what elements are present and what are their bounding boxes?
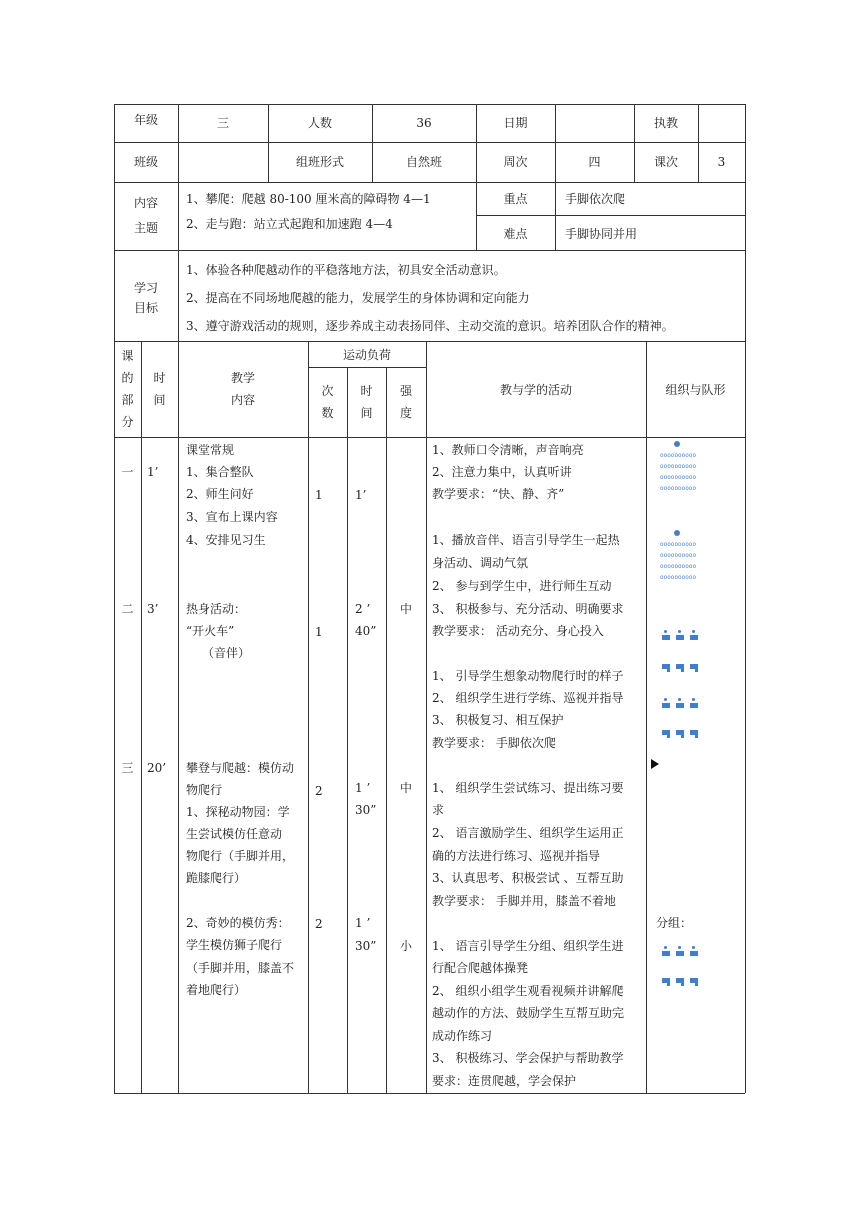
activity-line: 2、 参与到学生中，进行师生互动: [432, 579, 612, 593]
col-intensity-char: 度: [399, 406, 412, 420]
section-reps: 1: [315, 625, 323, 639]
format-value: 自然班: [405, 155, 442, 169]
week-value: 四: [588, 155, 601, 169]
activity-line: 3、 积极练习、学会保护与帮助教学: [432, 1051, 624, 1065]
section-load-time: 40”: [355, 624, 377, 638]
section-time: 1’: [147, 465, 159, 479]
col-organization-label: 组织与队形: [665, 383, 726, 397]
class-label: 班级: [133, 155, 158, 169]
teacher-dot-icon: [674, 530, 680, 536]
grade-label: 年级: [133, 113, 158, 127]
goal-item: 3、遵守游戏活动的规则，逐步养成主动表扬同伴、主动交流的意识。培养团队合作的精神。: [186, 319, 674, 333]
activity-line: 求: [432, 803, 445, 817]
activity-line: 1、 引导学生想象动物爬行时的样子: [432, 669, 624, 683]
goal-item: 2、提高在不同场地爬越的能力，发展学生的身体协调和定向能力: [186, 291, 530, 305]
section-content-line: 着地爬行）: [186, 983, 247, 997]
activity-line: 1、 语言引导学生分组、组织学生进: [432, 939, 624, 953]
grade-value: 三: [216, 116, 229, 130]
student-row: oooooooooo: [660, 563, 697, 570]
student-row: oooooooooo: [660, 474, 697, 481]
col-reps-char: 数: [321, 406, 334, 420]
activity-line: 3、 积极复习、相互保护: [432, 713, 564, 727]
col-content-label: 内容: [230, 393, 255, 407]
activity-line: 行配合爬越体操凳: [432, 961, 529, 975]
section-load-time: 30”: [355, 803, 377, 817]
section-load-time: 1’: [355, 488, 367, 502]
section-time: 20’: [147, 761, 167, 775]
section-content-line: 生尝试模仿任意动: [186, 827, 283, 841]
section-intensity: 中: [399, 781, 412, 795]
theme-label-2: 主题: [133, 221, 158, 235]
col-content-label: 教学: [230, 371, 255, 385]
theme-line-2: 2、走与跑：站立式起跑和加速跑 4—4: [186, 217, 393, 231]
theme-line-1: 1、攀爬：爬越 80-100 厘米高的障碍物 4—1: [186, 192, 431, 206]
student-row: oooooooooo: [660, 574, 697, 581]
goal-item: 1、体验各种爬越动作的平稳落地方法，初具安全活动意识。: [186, 263, 506, 277]
teacher-label: 执教: [653, 116, 678, 130]
activity-line: 3、认真思考、积极尝试 、互帮互助: [432, 871, 624, 885]
section-content-line: 学生模仿狮子爬行: [186, 938, 283, 952]
col-time-char: 间: [153, 393, 166, 407]
student-row: oooooooooo: [660, 552, 697, 559]
teacher-dot-icon: [674, 441, 680, 447]
activity-line: 2、 组织学生进行学练、巡视并指导: [432, 691, 624, 705]
section-content-line: 攀登与爬越：模仿动: [186, 761, 295, 775]
activity-line: 1、 组织学生尝试练习、提出练习要: [432, 781, 624, 795]
col-activities-label: 教与学的活动: [499, 383, 572, 397]
section-time: 3’: [147, 602, 159, 616]
activity-line: 成动作练习: [432, 1029, 493, 1043]
activity-line: 2、注意力集中，认真听讲: [432, 465, 572, 479]
section-content-line: 3、宣布上课内容: [186, 510, 278, 524]
student-count-label: 人数: [307, 116, 332, 130]
section-load-time: 1 ’: [355, 781, 371, 795]
date-label: 日期: [503, 116, 528, 130]
activity-line: 1、播放音伴、语言引导学生一起热: [432, 533, 620, 547]
activity-line: 身活动、调动气氛: [432, 556, 529, 570]
section-part: 二: [121, 602, 134, 616]
activity-line: 教学要求： 手脚并用，膝盖不着地: [432, 894, 616, 908]
section-part: 一: [121, 465, 134, 479]
activity-line: 1、教师口令清晰，声音响亮: [432, 443, 584, 457]
section-reps: 1: [315, 488, 323, 502]
col-time-char: 时: [153, 371, 166, 385]
activity-line: 2、 组织小组学生观看视频并讲解爬: [432, 984, 624, 998]
section-content-line: “开火车”: [186, 624, 235, 638]
activity-line: 教学要求： 手脚依次爬: [432, 736, 556, 750]
key-point-label: 重点: [503, 192, 528, 206]
week-label: 周次: [503, 155, 528, 169]
section-content-line: （手脚并用，膝盖不: [186, 961, 295, 975]
group-label: 分组：: [656, 916, 693, 930]
activity-line: 教学要求： 活动充分、身心投入: [432, 624, 604, 638]
difficulty-value: 手脚协同并用: [565, 227, 638, 241]
section-content-line: 1、集合整队: [186, 465, 254, 479]
col-part-char: 分: [121, 415, 134, 429]
student-count-value: 36: [416, 116, 432, 130]
activity-line: 要求：连贯爬越，学会保护: [432, 1074, 577, 1088]
student-row: oooooooooo: [660, 463, 697, 470]
col-part-char: 部: [121, 393, 134, 407]
col-reps-char: 次: [321, 384, 334, 398]
section-content-line: 热身活动：: [186, 602, 247, 616]
section-content-line: 跪膝爬行）: [186, 871, 247, 885]
section-content-line: 1、探秘动物园：学: [186, 805, 290, 819]
section-reps: 2: [315, 784, 323, 798]
format-label: 组班形式: [295, 155, 344, 169]
activity-line: 确的方法进行练习、巡视并指导: [432, 849, 601, 863]
theme-label-1: 内容: [133, 196, 158, 210]
section-load-time: 2 ’: [355, 602, 371, 616]
section-reps: 2: [315, 917, 323, 931]
goals-label-1: 学习: [133, 281, 158, 295]
activity-line: 教学要求：“快、静、齐”: [432, 487, 565, 501]
section-part: 三: [121, 761, 134, 775]
arrow-right-icon: [651, 759, 659, 769]
activity-line: 越动作的方法、鼓励学生互帮互助完: [432, 1006, 625, 1020]
section-content-line: 4、安排见习生: [186, 533, 266, 547]
section-intensity: 中: [399, 602, 412, 616]
activity-line: 3、 积极参与、充分活动、明确要求: [432, 602, 624, 616]
section-content-line: 2、奇妙的模仿秀：: [186, 916, 290, 930]
section-content-line: 物爬行: [186, 783, 223, 797]
section-content-line: 物爬行（手脚并用，: [186, 849, 295, 863]
goals-label-2: 目标: [133, 301, 158, 315]
section-content-line: 2、师生问好: [186, 487, 254, 501]
section-load-time: 1 ’: [355, 916, 371, 930]
col-loadtime-char: 间: [360, 406, 373, 420]
lesson-label: 课次: [653, 155, 678, 169]
key-point-value: 手脚依次爬: [565, 192, 626, 206]
difficulty-label: 难点: [503, 227, 528, 241]
student-row: oooooooooo: [660, 485, 697, 492]
student-row: oooooooooo: [660, 541, 697, 548]
col-load-label: 运动负荷: [342, 348, 391, 362]
section-content-line: 课堂常规: [186, 443, 235, 457]
section-intensity: 小: [399, 939, 412, 953]
student-row: oooooooooo: [660, 452, 697, 459]
section-load-time: 30”: [355, 939, 377, 953]
section-content-line: （音伴）: [202, 646, 251, 660]
activity-line: 2、 语言激励学生、组织学生运用正: [432, 826, 624, 840]
col-part-char: 的: [121, 371, 134, 385]
col-loadtime-char: 时: [360, 384, 373, 398]
lesson-value: 3: [717, 155, 726, 169]
col-intensity-char: 强: [399, 384, 412, 398]
col-part-char: 课: [121, 349, 134, 363]
